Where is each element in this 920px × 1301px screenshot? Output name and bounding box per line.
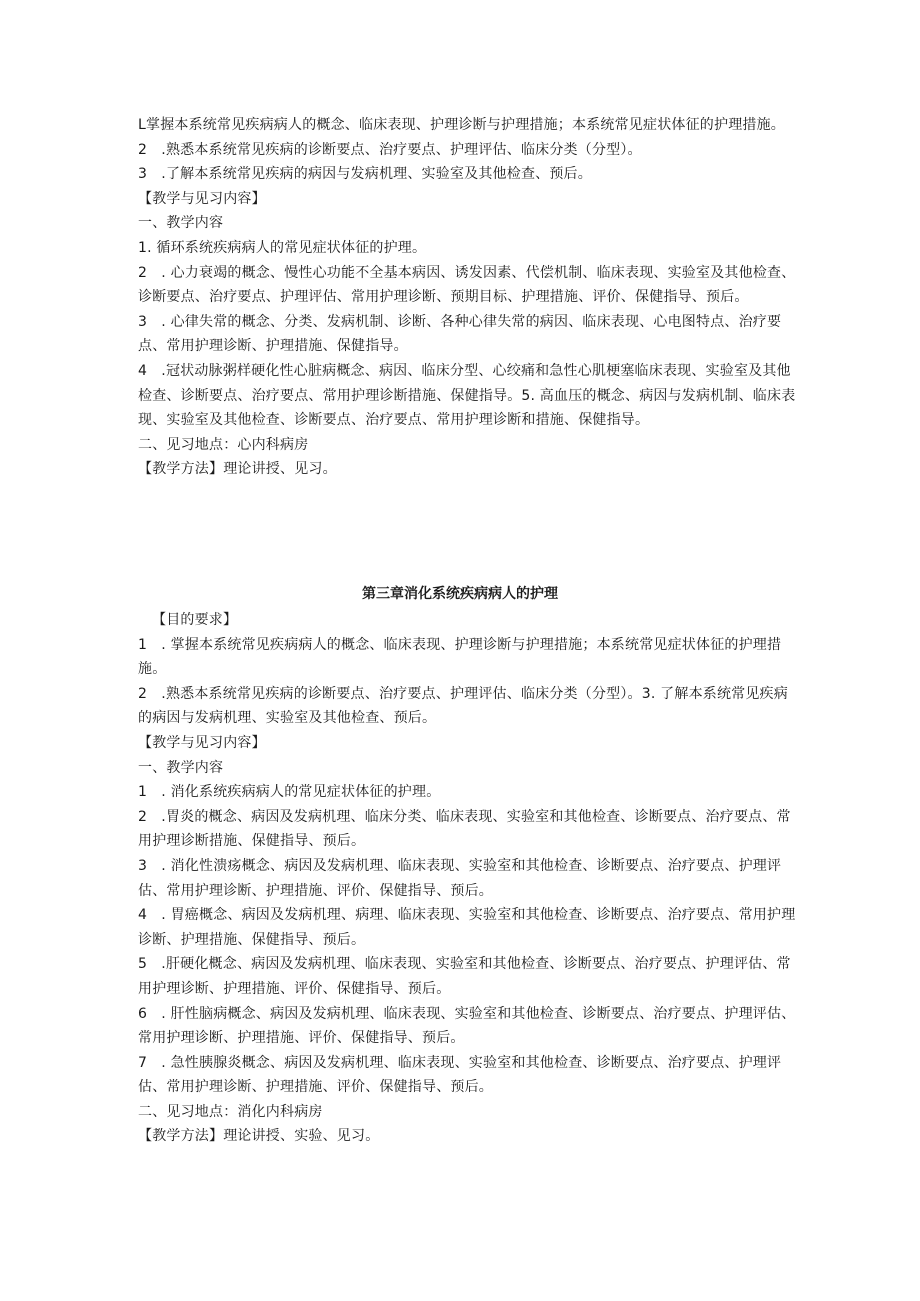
section-chapter-3 bbox=[138, 608, 798, 1149]
paragraph: 2 .熟悉本系统常见疾病的诊断要点、治疗要点、护理评估、临床分类（分型）。 bbox=[138, 141, 642, 158]
paragraph: 4 . 胃癌概念、病因及发病机理、病理、临床表现、实验室和其他检查、诊断要点、治疗要点、常用护理诊断、护理措施、保健指导、预后。 bbox=[138, 907, 796, 948]
paragraph: 1 . 消化系统疾病病人的常见症状体征的护理。 bbox=[138, 784, 441, 801]
paragraph: 【教学方法】理论讲授、实验、见习。 bbox=[138, 1128, 380, 1145]
section-heading: 【教学与见习内容】 bbox=[138, 734, 266, 751]
paragraph: 2 .胃炎的概念、病因及发病机理、临床分类、临床表现、实验室和其他检查、诊断要点、治疗要点、常用护理诊断措施、保健指导、预后。 bbox=[138, 808, 791, 850]
paragraph: 1 . 掌握本系统常见疾病病人的概念、临床表现、护理诊断与护理措施；本系统常见症状体征的护理措施。 bbox=[138, 636, 782, 678]
paragraph: 2 . 心力衰竭的概念、慢性心功能不全基本病因、诱发因素、代偿机制、临床表现、实验室及其他检查、诊断要点、治疗要点、护理评估、常用护理诊断、预期目标、护理措施、评价、保健指导、预后。 bbox=[138, 264, 796, 306]
paragraph: 4 .冠状动脉粥样硬化性心脏病概念、病因、临床分型、心绞痛和急性心肌梗塞临床表现、实验室及其他检查、诊断要点、治疗要点、常用护理诊断措施、保健指导。5. 高血压的概念、病因与发病机制、临床表现、实验室及其他检查、诊断要点、治疗要点、常用护理诊断和措施、保健指导。 bbox=[138, 362, 796, 429]
section-objectives-cardio bbox=[138, 113, 798, 482]
section-subheading: 一、教学内容 bbox=[138, 759, 224, 776]
paragraph: 6 . 肝性脑病概念、病因及发病机理、临床表现、实验室和其他检查、诊断要点、治疗要点、护理评估、常用护理诊断、护理措施、评价、保健指导、预后。 bbox=[138, 1005, 796, 1047]
paragraph: 2 .熟悉本系统常见疾病的诊断要点、治疗要点、护理评估、临床分类（分型）。3. 了解本系统常见疾病的病因与发病机理、实验室及其他检查、预后。 bbox=[138, 685, 788, 727]
section-subheading: 二、见习地点：消化内科病房 bbox=[138, 1103, 323, 1120]
paragraph: 3 .了解本系统常见疾病的病因与发病机理、实验室及其他检查、预后。 bbox=[138, 166, 592, 183]
paragraph: 7 . 急性胰腺炎概念、病因及发病机理、临床表现、实验室和其他检查、诊断要点、治疗要点、护理评估、常用护理诊断、护理措施、评价、保健指导、预后。 bbox=[138, 1054, 782, 1096]
paragraph: 5 .肝硬化概念、病因及发病机理、临床表现、实验室和其他检查、诊断要点、治疗要点、护理评估、常用护理诊断、护理措施、评价、保健指导、预后。 bbox=[138, 956, 791, 997]
paragraph: 3 . 消化性溃疡概念、病因及发病机理、临床表现、实验室和其他检查、诊断要点、治疗要点、护理评估、常用护理诊断、护理措施、评价、保健指导、预后。 bbox=[138, 857, 782, 899]
chapter-title: 第三章消化系统疾病病人的护理 bbox=[362, 586, 558, 602]
paragraph: 3 . 心律失常的概念、分类、发病机制、诊断、各种心律失常的病因、临床表现、心电图特点、治疗要点、常用护理诊断、护理措施、保健指导。 bbox=[138, 313, 782, 355]
section-heading: 【教学与见习内容】 bbox=[138, 190, 266, 207]
section-subheading: 二、见习地点：心内科病房 bbox=[138, 436, 309, 453]
section-heading: 【目的要求】 bbox=[152, 612, 238, 628]
paragraph: 【教学方法】理论讲授、见习。 bbox=[138, 461, 337, 478]
paragraph: L掌握本系统常见疾病病人的概念、临床表现、护理诊断与护理措施；本系统常见症状体征的护理措施。 bbox=[138, 117, 785, 133]
section-subheading: 一、教学内容 bbox=[138, 215, 224, 232]
paragraph: 1. 循环系统疾病病人的常见症状体征的护理。 bbox=[138, 239, 427, 256]
